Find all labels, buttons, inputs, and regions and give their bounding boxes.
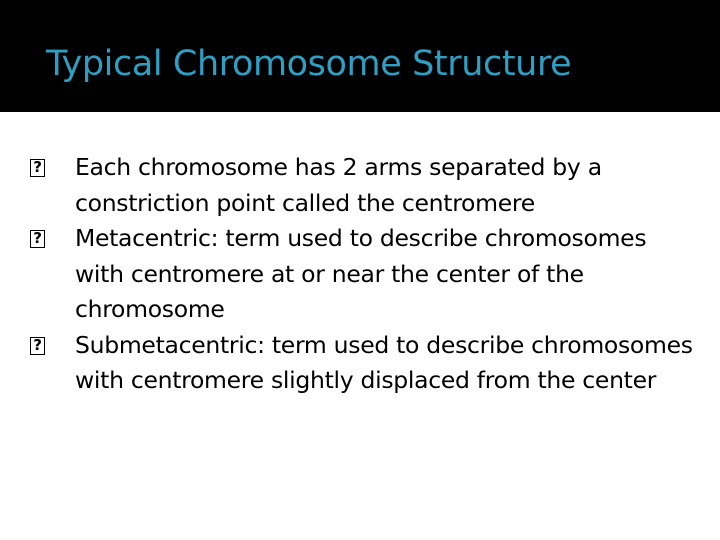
bullet-text: Metacentric: term used to describe chromosomes with centromere at or near the center of the chromosome — [75, 224, 647, 323]
bullet-item-3 — [30, 328, 700, 399]
bullet-text: Submetacentric: term used to describe chromosomes with centromere slightly displaced from the center — [75, 330, 693, 394]
bullet-text: Each chromosome has 2 arms separated by a constriction point called the centromere — [75, 153, 602, 217]
missing-glyph-icon: ? — [30, 159, 45, 177]
title-bar — [0, 0, 720, 112]
bullet-item-2 — [30, 221, 700, 328]
missing-glyph-icon: ? — [30, 230, 45, 248]
slide-title: Typical Chromosome Structure — [46, 44, 572, 84]
bullet-list — [30, 150, 700, 399]
bullet-item-1 — [30, 150, 700, 221]
missing-glyph-icon: ? — [30, 337, 45, 355]
